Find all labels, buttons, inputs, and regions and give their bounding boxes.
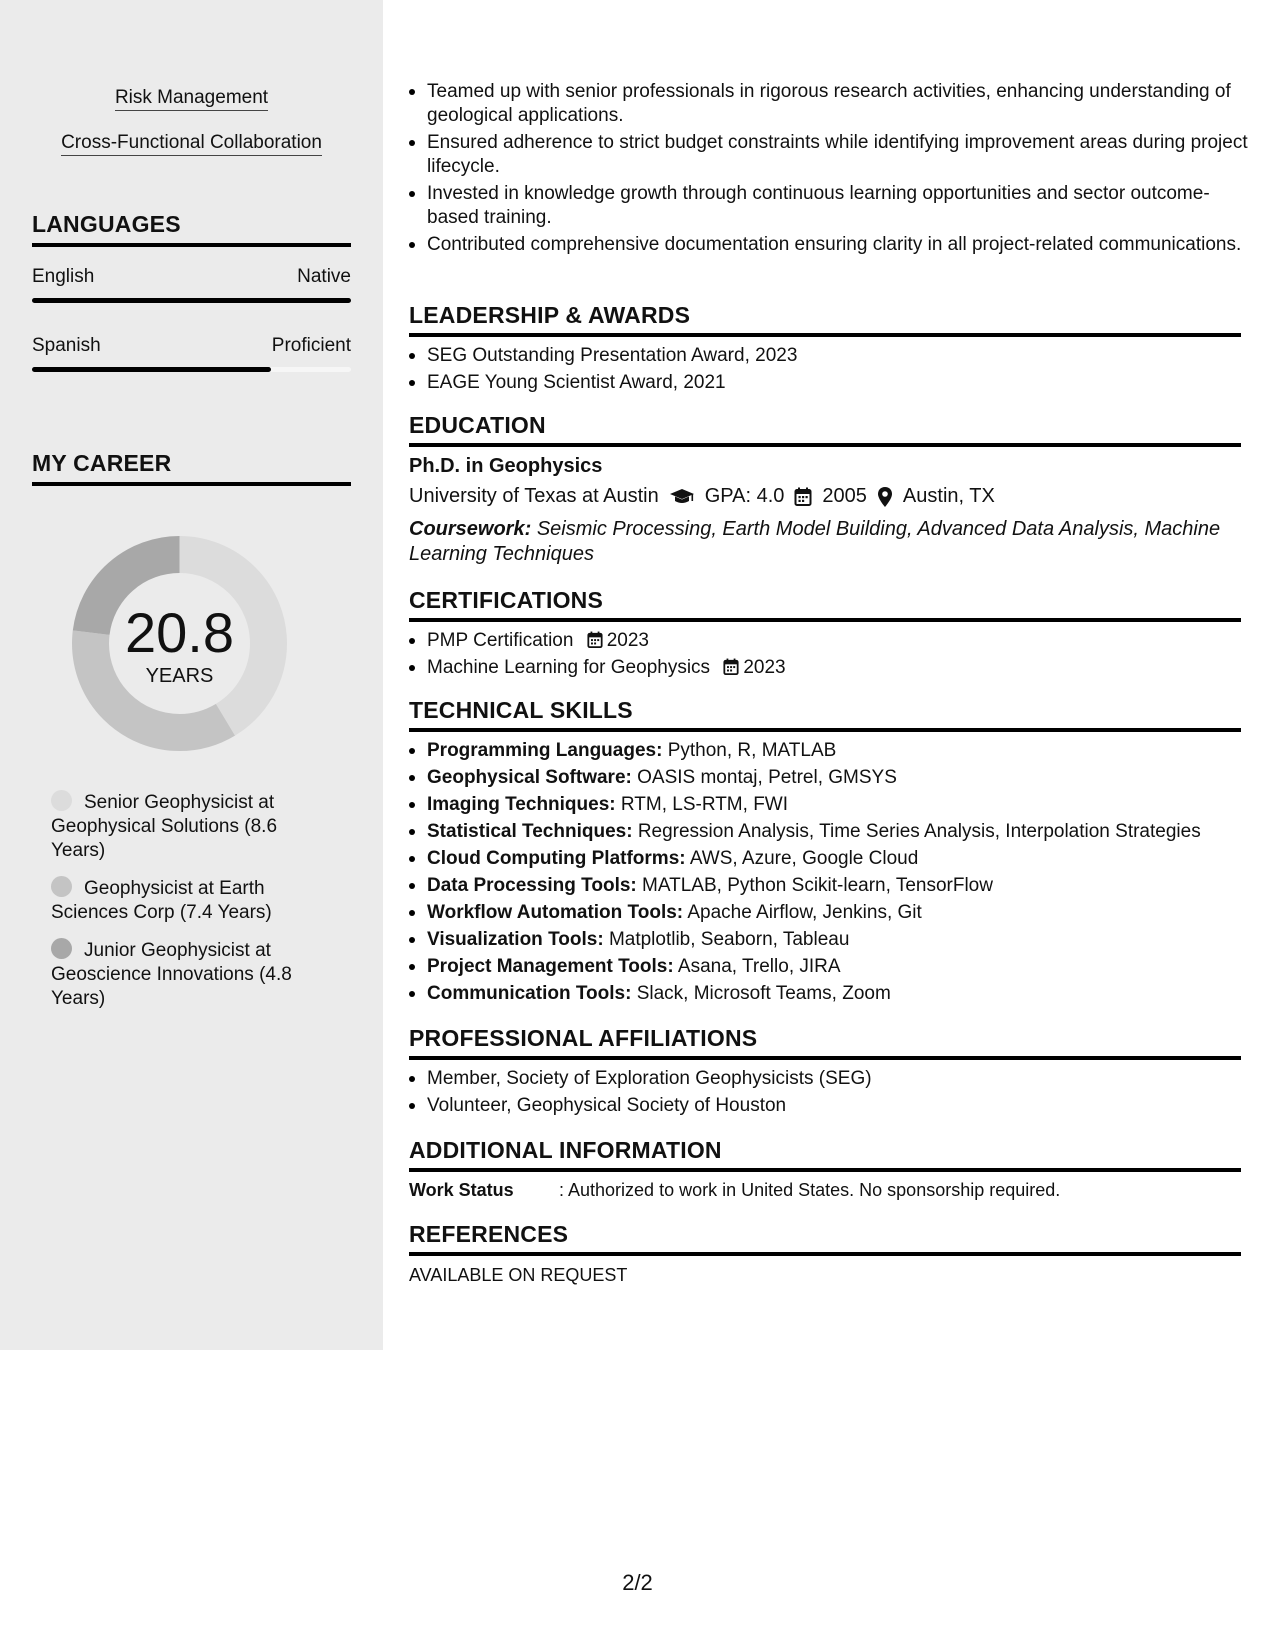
list-item: EAGE Young Scientist Award, 2021 — [427, 371, 1259, 395]
list-item: Programming Languages: Python, R, MATLAB — [427, 739, 1259, 763]
technical-skills-list — [409, 739, 1259, 1009]
certifications-list — [409, 629, 1259, 683]
certification-year: 2023 — [606, 630, 649, 651]
list-item: SEG Outstanding Presentation Award, 2023 — [427, 344, 1259, 368]
career-total-years: 20.8 — [125, 601, 234, 664]
affiliations-list — [409, 1067, 1259, 1121]
legend-dot — [51, 790, 72, 811]
language-bar-fill — [32, 367, 271, 372]
career-legend-item: Junior Geophysicist at Geoscience Innovations (4.8 Years) — [51, 940, 292, 1009]
language-bar-fill — [32, 298, 351, 303]
affiliations-heading: PROFESSIONAL AFFILIATIONS — [409, 1025, 1241, 1060]
list-item: Teamed up with senior professionals in rigorous research activities, enhancing understanding of geological applications. — [427, 80, 1259, 128]
list-item: Project Management Tools: Asana, Trello, JIRA — [427, 955, 1259, 979]
coursework-text: Seismic Processing, Earth Model Building, Advanced Data Analysis, Machine Learning Techniques — [409, 518, 1221, 565]
certification-year: 2023 — [743, 657, 786, 678]
page-number: 2/2 — [622, 1570, 653, 1595]
education-degree: Ph.D. in Geophysics — [409, 455, 603, 477]
leadership-heading: LEADERSHIP & AWARDS — [409, 302, 1241, 337]
list-item: Invested in knowledge growth through continuous learning opportunities and sector outcome-based training. — [427, 182, 1259, 230]
location-pin-icon — [877, 486, 893, 508]
additional-info-heading: ADDITIONAL INFORMATION — [409, 1137, 1241, 1172]
work-status-value: : Authorized to work in United States. No sponsorship required. — [559, 1180, 1061, 1200]
career-total-unit: YEARS — [145, 665, 214, 687]
language-name: Spanish — [32, 335, 101, 356]
education-gpa: GPA: 4.0 — [704, 485, 785, 507]
calendar-icon — [587, 631, 603, 649]
language-name: English — [32, 266, 95, 287]
education-coursework — [409, 517, 1241, 567]
language-bar-spanish — [32, 367, 351, 372]
education-location: Austin, TX — [902, 485, 995, 507]
language-level: Native — [297, 266, 351, 287]
experience-bullets — [409, 80, 1259, 260]
work-status-label: Work Status — [409, 1180, 514, 1200]
list-item — [427, 629, 1259, 653]
certification-name: PMP Certification — [427, 630, 574, 651]
language-row-english — [32, 266, 351, 288]
calendar-icon — [794, 487, 812, 507]
education-heading: EDUCATION — [409, 412, 1241, 447]
languages-heading: LANGUAGES — [32, 211, 351, 247]
list-item: Geophysical Software: OASIS montaj, Petrel, GMSYS — [427, 766, 1259, 790]
list-item: Statistical Techniques: Regression Analysis, Time Series Analysis, Interpolation Strategies — [427, 820, 1259, 844]
technical-skills-heading: TECHNICAL SKILLS — [409, 697, 1241, 732]
language-level: Proficient — [271, 335, 351, 356]
list-item: Communication Tools: Slack, Microsoft Teams, Zoom — [427, 982, 1259, 1006]
list-item: Member, Society of Exploration Geophysicists (SEG) — [427, 1067, 1259, 1091]
skill-link-risk-management[interactable]: Risk Management — [0, 87, 383, 109]
legend-dot — [51, 876, 72, 897]
coursework-label: Coursework: — [409, 518, 532, 540]
list-item: Ensured adherence to strict budget constraints while identifying improvement areas during project lifecycle. — [427, 131, 1259, 179]
calendar-icon — [723, 658, 739, 676]
list-item: Imaging Techniques: RTM, LS-RTM, FWI — [427, 793, 1259, 817]
leadership-list — [409, 344, 1259, 398]
language-bar-english — [32, 298, 351, 303]
references-text: AVAILABLE ON REQUEST — [409, 1265, 628, 1285]
certifications-heading: CERTIFICATIONS — [409, 587, 1241, 622]
list-item: Cloud Computing Platforms: AWS, Azure, Google Cloud — [427, 847, 1259, 871]
career-legend-item: Senior Geophysicist at Geophysical Solutions (8.6 Years) — [51, 792, 278, 861]
legend-dot — [51, 938, 72, 959]
my-career-heading: MY CAREER — [32, 450, 351, 486]
list-item: Data Processing Tools: MATLAB, Python Scikit-learn, TensorFlow — [427, 874, 1259, 898]
sidebar — [0, 0, 383, 1350]
language-row-spanish — [32, 335, 351, 357]
education-school: University of Texas at Austin — [409, 485, 659, 507]
education-year: 2005 — [822, 485, 867, 507]
list-item: Visualization Tools: Matplotlib, Seaborn, Tableau — [427, 928, 1259, 952]
list-item: Workflow Automation Tools: Apache Airflow, Jenkins, Git — [427, 901, 1259, 925]
certification-name: Machine Learning for Geophysics — [427, 657, 711, 678]
list-item: Volunteer, Geophysical Society of Houston — [427, 1094, 1259, 1118]
list-item: Contributed comprehensive documentation ensuring clarity in all project-related communications. — [427, 233, 1259, 257]
work-status-row — [409, 1180, 1060, 1201]
skill-link-cross-functional-collaboration[interactable]: Cross-Functional Collaboration — [0, 132, 383, 154]
graduation-cap-icon — [669, 487, 695, 507]
career-legend-item: Geophysicist at Earth Sciences Corp (7.4 Years) — [51, 878, 272, 923]
references-heading: REFERENCES — [409, 1221, 1241, 1256]
education-details — [409, 485, 995, 508]
list-item — [427, 656, 1259, 680]
